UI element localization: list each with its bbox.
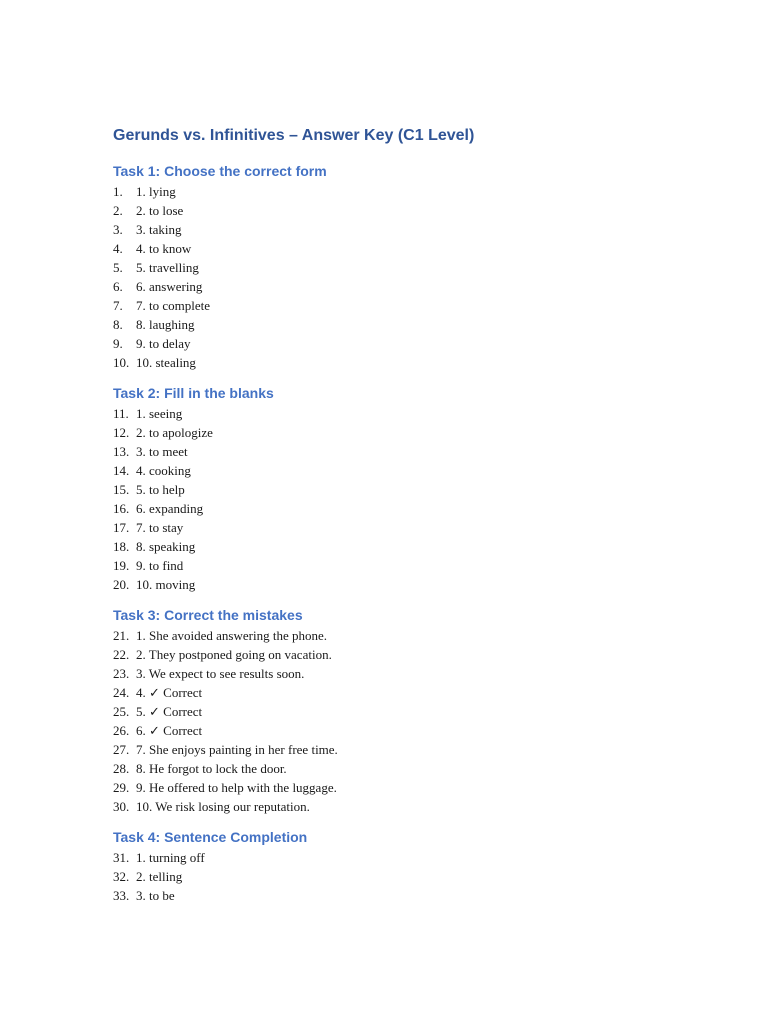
item-text: 8. speaking bbox=[136, 539, 196, 554]
list-item bbox=[113, 721, 733, 740]
task-1-answer-list bbox=[113, 182, 733, 372]
task-4-answer-list bbox=[113, 848, 733, 905]
task-4-heading: Task 4: Sentence Completion bbox=[113, 829, 308, 845]
item-text: 6. ✓ Correct bbox=[136, 723, 203, 738]
item-text: 2. They postponed going on vacation. bbox=[136, 647, 332, 662]
item-text: 7. She enjoys painting in her free time. bbox=[136, 742, 338, 757]
item-text: 9. to find bbox=[136, 558, 184, 573]
item-text: 10. moving bbox=[136, 577, 196, 592]
list-item bbox=[113, 239, 733, 258]
item-number: 7. bbox=[113, 298, 123, 313]
item-number: 25. bbox=[113, 704, 130, 719]
item-number: 27. bbox=[113, 742, 130, 757]
list-item bbox=[113, 182, 733, 201]
item-text: 6. answering bbox=[136, 279, 203, 294]
list-item bbox=[113, 740, 733, 759]
list-item bbox=[113, 201, 733, 220]
document-page bbox=[113, 124, 733, 915]
item-number: 22. bbox=[113, 647, 130, 662]
item-number: 3. bbox=[113, 222, 123, 237]
item-text: 9. to delay bbox=[136, 336, 191, 351]
item-number: 23. bbox=[113, 666, 130, 681]
list-item bbox=[113, 702, 733, 721]
item-text: 8. He forgot to lock the door. bbox=[136, 761, 287, 776]
item-text: 2. to lose bbox=[136, 203, 184, 218]
document-title: Gerunds vs. Infinitives – Answer Key (C1 Level) bbox=[113, 127, 475, 144]
item-number: 5. bbox=[113, 260, 123, 275]
item-text: 8. laughing bbox=[136, 317, 195, 332]
item-text: 1. turning off bbox=[136, 850, 205, 865]
item-number: 28. bbox=[113, 761, 130, 776]
list-item bbox=[113, 664, 733, 683]
list-item bbox=[113, 848, 733, 867]
item-number: 16. bbox=[113, 501, 130, 516]
item-number: 11. bbox=[113, 406, 129, 421]
item-number: 1. bbox=[113, 184, 123, 199]
list-item bbox=[113, 886, 733, 905]
item-text: 9. He offered to help with the luggage. bbox=[136, 780, 337, 795]
item-number: 14. bbox=[113, 463, 130, 478]
item-text: 3. to meet bbox=[136, 444, 188, 459]
item-number: 21. bbox=[113, 628, 130, 643]
task-4-section bbox=[113, 826, 733, 905]
list-item bbox=[113, 626, 733, 645]
item-text: 2. to apologize bbox=[136, 425, 213, 440]
list-item bbox=[113, 404, 733, 423]
item-text: 1. lying bbox=[136, 184, 176, 199]
list-item bbox=[113, 797, 733, 816]
list-item bbox=[113, 334, 733, 353]
item-number: 24. bbox=[113, 685, 130, 700]
list-item bbox=[113, 353, 733, 372]
item-number: 33. bbox=[113, 888, 130, 903]
item-number: 32. bbox=[113, 869, 130, 884]
item-text: 1. She avoided answering the phone. bbox=[136, 628, 327, 643]
item-text: 10. We risk losing our reputation. bbox=[136, 799, 310, 814]
item-number: 15. bbox=[113, 482, 130, 497]
item-text: 7. to stay bbox=[136, 520, 184, 535]
list-item bbox=[113, 645, 733, 664]
item-text: 10. stealing bbox=[136, 355, 196, 370]
item-number: 12. bbox=[113, 425, 130, 440]
item-number: 4. bbox=[113, 241, 123, 256]
task-3-heading: Task 3: Correct the mistakes bbox=[113, 607, 303, 623]
list-item bbox=[113, 442, 733, 461]
task-3-section bbox=[113, 604, 733, 816]
list-item bbox=[113, 499, 733, 518]
list-item bbox=[113, 867, 733, 886]
list-item bbox=[113, 423, 733, 442]
item-number: 13. bbox=[113, 444, 130, 459]
item-number: 19. bbox=[113, 558, 130, 573]
item-text: 4. ✓ Correct bbox=[136, 685, 203, 700]
item-number: 8. bbox=[113, 317, 123, 332]
list-item bbox=[113, 315, 733, 334]
list-item bbox=[113, 258, 733, 277]
list-item bbox=[113, 518, 733, 537]
item-number: 31. bbox=[113, 850, 130, 865]
item-number: 20. bbox=[113, 577, 130, 592]
item-number: 29. bbox=[113, 780, 130, 795]
item-number: 10. bbox=[113, 355, 130, 370]
item-number: 30. bbox=[113, 799, 130, 814]
list-item bbox=[113, 461, 733, 480]
item-number: 17. bbox=[113, 520, 130, 535]
list-item bbox=[113, 277, 733, 296]
list-item bbox=[113, 778, 733, 797]
item-number: 18. bbox=[113, 539, 130, 554]
item-text: 7. to complete bbox=[136, 298, 211, 313]
list-item bbox=[113, 759, 733, 778]
list-item bbox=[113, 537, 733, 556]
item-text: 4. to know bbox=[136, 241, 192, 256]
item-number: 2. bbox=[113, 203, 123, 218]
item-text: 6. expanding bbox=[136, 501, 204, 516]
list-item bbox=[113, 296, 733, 315]
list-item bbox=[113, 575, 733, 594]
item-number: 9. bbox=[113, 336, 123, 351]
task-2-heading: Task 2: Fill in the blanks bbox=[113, 385, 274, 401]
list-item bbox=[113, 480, 733, 499]
list-item bbox=[113, 683, 733, 702]
item-number: 26. bbox=[113, 723, 130, 738]
task-1-heading: Task 1: Choose the correct form bbox=[113, 163, 327, 179]
item-text: 1. seeing bbox=[136, 406, 183, 421]
task-2-answer-list bbox=[113, 404, 733, 594]
list-item bbox=[113, 220, 733, 239]
item-text: 5. travelling bbox=[136, 260, 199, 275]
task-1-section bbox=[113, 160, 733, 372]
task-2-section bbox=[113, 382, 733, 594]
task-3-answer-list bbox=[113, 626, 733, 816]
item-text: 5. ✓ Correct bbox=[136, 704, 203, 719]
item-text: 3. taking bbox=[136, 222, 182, 237]
item-text: 5. to help bbox=[136, 482, 185, 497]
item-text: 4. cooking bbox=[136, 463, 191, 478]
item-text: 3. We expect to see results soon. bbox=[136, 666, 305, 681]
list-item bbox=[113, 556, 733, 575]
item-number: 6. bbox=[113, 279, 123, 294]
item-text: 3. to be bbox=[136, 888, 175, 903]
item-text: 2. telling bbox=[136, 869, 183, 884]
